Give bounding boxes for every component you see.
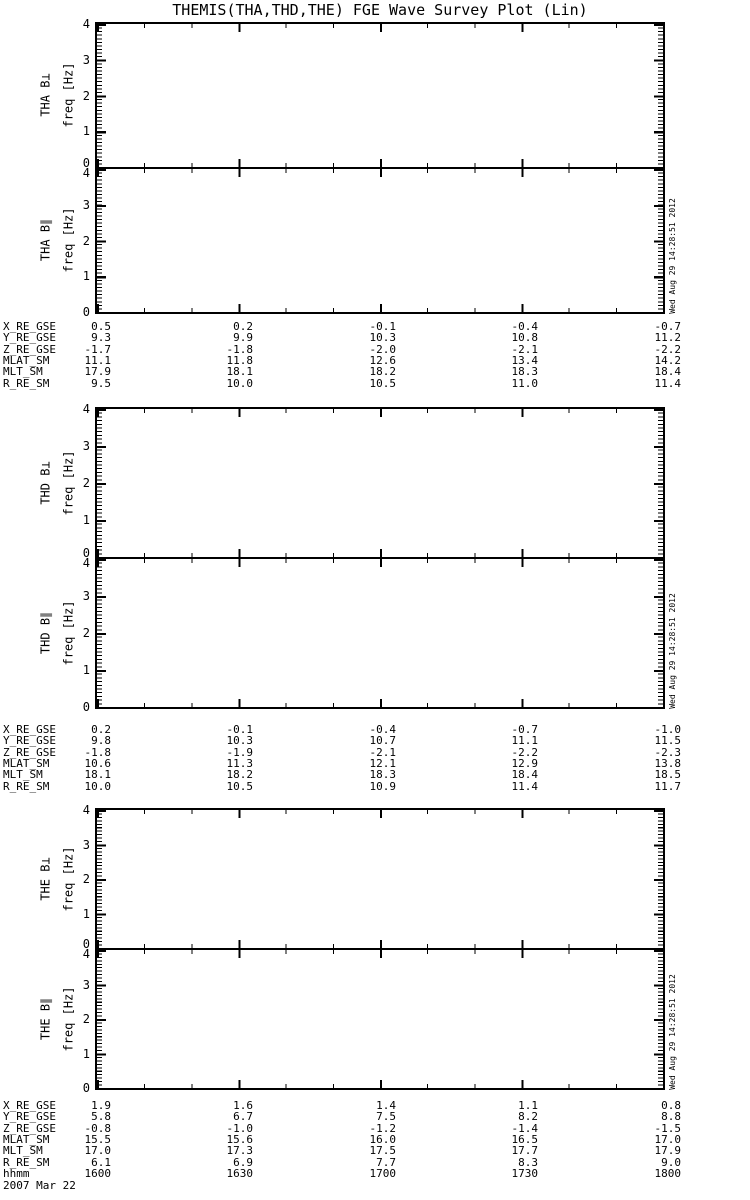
y-tick-label: 2 [82, 626, 90, 640]
ephemeris-value: 6.9 [233, 1156, 253, 1169]
ephemeris-value: 8.3 [518, 1156, 538, 1169]
ephemeris-value: 18.4 [654, 365, 681, 378]
ephemeris-row-label: MLAT_SM [3, 757, 50, 770]
ephemeris-value: -2.3 [654, 746, 681, 759]
ephemeris-value: 16.5 [511, 1133, 538, 1146]
ephemeris-row-label: X_RE_GSE [3, 320, 56, 333]
ephemeris-value: 11.7 [654, 780, 681, 793]
y-tick-label: 3 [82, 198, 90, 212]
ephemeris-value: 18.2 [369, 365, 396, 378]
ephemeris-value: 1.4 [376, 1099, 396, 1112]
freq-axis-label: freq [Hz] [61, 986, 76, 1052]
ephemeris-value: 9.8 [91, 734, 111, 747]
y-tick-label: 2 [82, 1012, 90, 1026]
ephemeris-value: 17.9 [654, 1144, 681, 1157]
y-tick-label: 1 [82, 124, 90, 138]
ephemeris-row-label: Y_RE_GSE [3, 1110, 56, 1123]
ephemeris-row-label: MLT_SM [3, 1144, 43, 1157]
ephemeris-value: 14.2 [654, 354, 681, 367]
ephemeris-value: 11.1 [84, 354, 111, 367]
time-tick-label: 1700 [369, 1167, 396, 1180]
page-title: THEMIS(THA,THD,THE) FGE Wave Survey Plot (Lin) [172, 1, 588, 19]
panel-label-tha-bpar: THA B∥ [38, 218, 53, 262]
ephemeris-value: 13.4 [511, 354, 538, 367]
ephemeris-value: 5.8 [91, 1110, 111, 1123]
ephemeris-value: 11.3 [226, 757, 253, 770]
panel-label-thd-bpar: THD B∥ [38, 611, 53, 655]
ephemeris-value: -1.8 [226, 343, 253, 356]
date-label: 2007 Mar 22 [3, 1179, 76, 1192]
y-tick-label: 4 [82, 166, 90, 180]
ephemeris-value: -2.2 [654, 343, 681, 356]
ephemeris-value: 11.4 [654, 377, 681, 390]
ephemeris-value: 7.5 [376, 1110, 396, 1123]
ephemeris-value: -1.4 [511, 1122, 538, 1135]
y-tick-label: 1 [82, 907, 90, 921]
ephemeris-value: 18.1 [226, 365, 253, 378]
ephemeris-value: -1.2 [369, 1122, 396, 1135]
ephemeris-row-label: Z_RE_GSE [3, 1122, 56, 1135]
ephemeris-value: -1.8 [84, 746, 111, 759]
ephemeris-row-label: Z_RE_GSE [3, 746, 56, 759]
ephemeris-value: 1.6 [233, 1099, 253, 1112]
ephemeris-value: 7.7 [376, 1156, 396, 1169]
y-tick-label: 1 [82, 513, 90, 527]
ephemeris-value: 9.3 [91, 331, 111, 344]
ephemeris-value: 18.4 [511, 768, 538, 781]
ephemeris-value: 18.2 [226, 768, 253, 781]
ephemeris-value: 10.9 [369, 780, 396, 793]
ephemeris-value: 11.1 [511, 734, 538, 747]
y-tick-label: 0 [82, 700, 90, 714]
panel-label-tha-bperp: THA B⊥ [38, 73, 53, 117]
ephemeris-value: 10.5 [369, 377, 396, 390]
ephemeris-value: 0.5 [91, 320, 111, 333]
panel-thd-bpar [95, 557, 665, 709]
ephemeris-value: -2.1 [511, 343, 538, 356]
freq-axis-label: freq [Hz] [61, 846, 76, 912]
ephemeris-value: 17.0 [84, 1144, 111, 1157]
ephemeris-value: 16.0 [369, 1133, 396, 1146]
ephemeris-value: -1.0 [226, 1122, 253, 1135]
y-tick-label: 2 [82, 476, 90, 490]
ephemeris-value: 13.8 [654, 757, 681, 770]
ephemeris-value: -1.7 [84, 343, 111, 356]
ephemeris-value: 10.3 [369, 331, 396, 344]
ephemeris-value: 18.1 [84, 768, 111, 781]
ephemeris-value: 10.0 [226, 377, 253, 390]
y-tick-label: 3 [82, 589, 90, 603]
panel-the-bpar [95, 948, 665, 1090]
ephemeris-value: 1.9 [91, 1099, 111, 1112]
y-tick-label: 4 [82, 947, 90, 961]
creation-timestamp: Wed Aug 29 14:28:51 2012 [668, 593, 677, 709]
y-tick-label: 1 [82, 663, 90, 677]
ephemeris-value: 10.8 [511, 331, 538, 344]
ephemeris-value: -2.1 [369, 746, 396, 759]
ephemeris-value: 11.2 [654, 331, 681, 344]
ephemeris-value: 17.9 [84, 365, 111, 378]
y-tick-label: 2 [82, 89, 90, 103]
creation-timestamp: Wed Aug 29 14:28:51 2012 [668, 974, 677, 1090]
freq-axis-label: freq [Hz] [61, 450, 76, 516]
ephemeris-value: 10.5 [226, 780, 253, 793]
ephemeris-value: 17.7 [511, 1144, 538, 1157]
ephemeris-row-label: MLT_SM [3, 768, 43, 781]
y-tick-label: 4 [82, 17, 90, 31]
ephemeris-value: 0.2 [91, 723, 111, 736]
time-tick-label: 1730 [511, 1167, 538, 1180]
freq-axis-label: freq [Hz] [61, 62, 76, 128]
y-tick-label: 4 [82, 402, 90, 416]
ephemeris-value: 10.6 [84, 757, 111, 770]
ephemeris-value: 8.8 [661, 1110, 681, 1123]
time-tick-label: 1600 [84, 1167, 111, 1180]
ephemeris-value: 17.5 [369, 1144, 396, 1157]
ephemeris-value: 11.0 [511, 377, 538, 390]
ephemeris-value: -0.1 [226, 723, 253, 736]
ephemeris-value: 6.1 [91, 1156, 111, 1169]
ephemeris-row-label: Z_RE_GSE [3, 343, 56, 356]
creation-timestamp: Wed Aug 29 14:28:51 2012 [668, 198, 677, 314]
ephemeris-row-label: Y_RE_GSE [3, 331, 56, 344]
ephemeris-value: 11.4 [511, 780, 538, 793]
y-tick-label: 2 [82, 234, 90, 248]
ephemeris-row-label: R_RE_SM [3, 780, 50, 793]
ephemeris-value: -0.7 [654, 320, 681, 333]
ephemeris-value: 11.5 [654, 734, 681, 747]
y-tick-label: 0 [82, 305, 90, 319]
time-tick-label: 1630 [226, 1167, 253, 1180]
ephemeris-value: 12.6 [369, 354, 396, 367]
panel-tha-bpar [95, 167, 665, 314]
ephemeris-row-label: MLAT_SM [3, 1133, 50, 1146]
y-tick-label: 3 [82, 838, 90, 852]
ephemeris-value: 9.5 [91, 377, 111, 390]
ephemeris-value: 10.3 [226, 734, 253, 747]
y-tick-label: 0 [82, 1081, 90, 1095]
panel-the-bperp [95, 808, 665, 950]
ephemeris-value: 15.5 [84, 1133, 111, 1146]
y-tick-label: 4 [82, 556, 90, 570]
y-tick-label: 3 [82, 53, 90, 67]
y-tick-label: 0 [82, 156, 90, 170]
y-tick-label: 0 [82, 937, 90, 951]
ephemeris-value: 10.0 [84, 780, 111, 793]
freq-axis-label: freq [Hz] [61, 207, 76, 273]
panel-thd-bperp [95, 407, 665, 559]
ephemeris-value: -2.2 [511, 746, 538, 759]
ephemeris-row-label: X_RE_GSE [3, 723, 56, 736]
ephemeris-row-label: Y_RE_GSE [3, 734, 56, 747]
ephemeris-value: 18.3 [511, 365, 538, 378]
ephemeris-value: 8.2 [518, 1110, 538, 1123]
y-tick-label: 1 [82, 269, 90, 283]
y-tick-label: 4 [82, 803, 90, 817]
time-tick-label: 1800 [654, 1167, 681, 1180]
ephemeris-value: 18.3 [369, 768, 396, 781]
ephemeris-value: 0.2 [233, 320, 253, 333]
freq-axis-label: freq [Hz] [61, 600, 76, 666]
ephemeris-value: 12.9 [511, 757, 538, 770]
ephemeris-value: -0.1 [369, 320, 396, 333]
ephemeris-value: -0.4 [511, 320, 538, 333]
ephemeris-value: -0.7 [511, 723, 538, 736]
ephemeris-value: 1.1 [518, 1099, 538, 1112]
panel-tha-bperp [95, 22, 665, 169]
ephemeris-row-label: R_RE_SM [3, 377, 50, 390]
ephemeris-value: -0.4 [369, 723, 396, 736]
ephemeris-value: 11.8 [226, 354, 253, 367]
ephemeris-value: 15.6 [226, 1133, 253, 1146]
ephemeris-row-label: MLAT_SM [3, 354, 50, 367]
y-tick-label: 0 [82, 546, 90, 560]
ephemeris-value: 6.7 [233, 1110, 253, 1123]
panel-label-thd-bperp: THD B⊥ [38, 461, 53, 505]
ephemeris-value: -1.5 [654, 1122, 681, 1135]
ephemeris-row-label: R_RE_SM [3, 1156, 50, 1169]
ephemeris-value: 18.5 [654, 768, 681, 781]
ephemeris-value: 17.3 [226, 1144, 253, 1157]
ephemeris-value: -2.0 [369, 343, 396, 356]
panel-label-the-bperp: THE B⊥ [38, 857, 53, 901]
ephemeris-value: 9.0 [661, 1156, 681, 1169]
y-tick-label: 3 [82, 978, 90, 992]
time-axis-label: hhmm [3, 1167, 30, 1180]
ephemeris-value: 17.0 [654, 1133, 681, 1146]
ephemeris-row-label: MLT_SM [3, 365, 43, 378]
y-tick-label: 1 [82, 1047, 90, 1061]
panel-label-the-bpar: THE B∥ [38, 997, 53, 1041]
y-tick-label: 3 [82, 439, 90, 453]
ephemeris-value: -1.9 [226, 746, 253, 759]
ephemeris-value: 12.1 [369, 757, 396, 770]
ephemeris-value: -0.8 [84, 1122, 111, 1135]
ephemeris-value: 10.7 [369, 734, 396, 747]
ephemeris-row-label: X_RE_GSE [3, 1099, 56, 1112]
ephemeris-value: 0.8 [661, 1099, 681, 1112]
y-tick-label: 2 [82, 872, 90, 886]
ephemeris-value: 9.9 [233, 331, 253, 344]
ephemeris-value: -1.0 [654, 723, 681, 736]
